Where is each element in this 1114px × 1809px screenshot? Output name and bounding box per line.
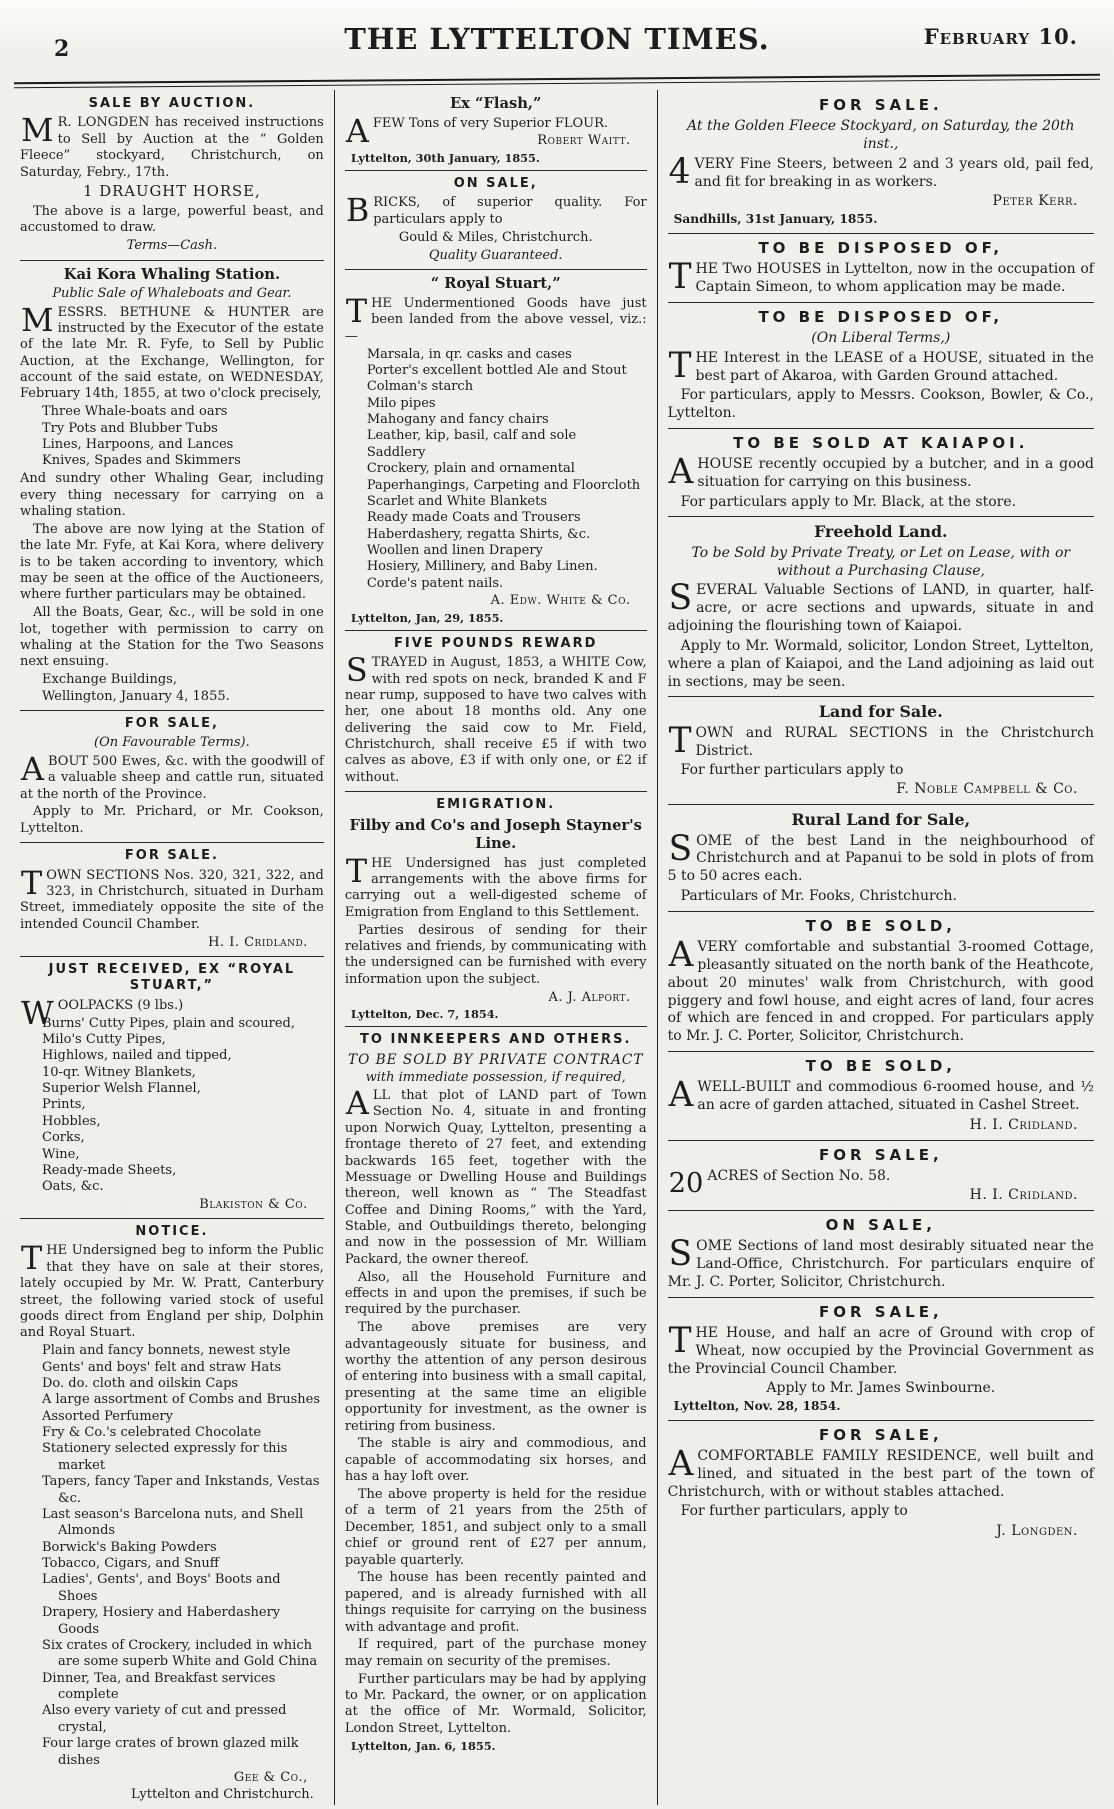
ad-heading: “ Royal Stuart,”: [430, 275, 561, 293]
ad-text: HE Undersigned has just completed arrangements with the above firms for carrying out a well-digested scheme of Emigration from England to this Settlement.: [344, 855, 647, 920]
ad-centered-line: Apply to Mr. James Swinbourne.: [766, 1380, 996, 1397]
ad-section: [668, 1216, 1094, 1292]
drop-cap: T: [668, 257, 692, 297]
drop-cap: A: [21, 749, 44, 788]
ad-list: [42, 672, 324, 705]
ad-heading: FOR SALE.: [818, 96, 943, 114]
ad-heading: ON SALE,: [453, 176, 538, 191]
ad-paragraph: For further particulars, apply to: [680, 1503, 908, 1520]
ad-list-item: Paperhangings, Carpeting and Floorcloth: [366, 477, 641, 493]
ad-paragraph: [668, 257, 1094, 297]
ad-list-item: Highlows, nailed and tipped,: [42, 1048, 232, 1064]
ad-paragraph: [668, 1075, 1094, 1116]
ad-text: VERY comfortable and substantial 3-roomed Cottage, pleasantly situated on the north bank of the Heathcote, about 20 minutes' walk from Christchurch, with good piggery and fowl house, and eight acres of land, four acres of which are fenced in and cropped. For particulars apply to Mr. J. C. Porter, Solicitor, Christchurch.: [667, 938, 1094, 1045]
drop-cap: W: [21, 993, 54, 1032]
ad-list-item: Leather, kip, basil, calf and sole: [366, 428, 577, 444]
section-divider: [668, 302, 1094, 303]
drop-cap: S: [345, 651, 368, 690]
ad-list-item: Borwick's Baking Powders: [42, 1539, 217, 1555]
section-divider: [20, 1218, 324, 1219]
ad-section: [668, 96, 1094, 228]
drop-cap: 4: [668, 152, 691, 192]
drop-cap: T: [21, 1239, 43, 1278]
ad-subheading: (On Favourable Terms).: [94, 735, 250, 751]
ad-section: [668, 1303, 1094, 1415]
section-divider: [668, 516, 1094, 517]
ad-dateline: Lyttelton, Dec. 7, 1854.: [350, 1006, 499, 1021]
ad-paragraph: For further particulars apply to: [680, 761, 904, 778]
ad-text: ACRES of Section No. 58.: [707, 1167, 891, 1184]
ad-section: [20, 716, 324, 837]
drop-cap: A: [668, 452, 694, 493]
ad-heading: NOTICE.: [135, 1224, 209, 1240]
page-header: [10, 6, 1104, 70]
ad-list-item: Dinner, Tea, and Breakfast services complete: [42, 1670, 276, 1703]
ad-paragraph: Apply to Mr. Wormald, solicitor, London Street, Lyttelton, where a plan of Kaiapoi, and the Land adjoining as laid out in sections, may be seen.: [667, 637, 1094, 690]
ad-signature: H. I. Cridland.: [969, 1187, 1078, 1204]
ad-paragraph: Parties desirous of sending for their relatives and friends, by communicating with the undersigned can be furnished with every information upon the subject.: [344, 922, 647, 987]
ad-text: COMFORTABLE FAMILY RESIDENCE, well built and lined, and situated in the best part of the town of Christchurch, with or without stables attached.: [667, 1448, 1094, 1500]
ad-text: OWN and RURAL SECTIONS in the Christchurch District.: [695, 724, 1094, 759]
ad-list-item: Wellington, January 4, 1855.: [42, 688, 230, 704]
drop-cap: T: [668, 720, 692, 761]
ad-text: TRAYED in August, 1853, a WHITE Cow, with red spots on neck, branded K and F near rump, supposed to have two calves with her, one about 18 months old. Any one delivering the said cow to Mr. Field, Christchurch, shall receive £5 if with two calves as above, £3 if with only one, or £2 if without.: [344, 655, 647, 785]
ad-paragraph: For particulars apply to Mr. Black, at the store.: [680, 493, 1017, 510]
ad-heading: EMIGRATION.: [436, 797, 556, 813]
drop-cap: A: [668, 934, 694, 975]
column-2: [334, 90, 658, 1805]
ad-heading: FOR SALE,: [818, 1425, 943, 1444]
ad-section: [345, 1032, 647, 1753]
drop-cap: S: [668, 828, 693, 869]
ad-paragraph: [667, 1321, 1094, 1379]
ad-paragraph: The above is a large, powerful beast, and accustomed to draw.: [20, 203, 324, 235]
ad-list-item: Do. do. cloth and oilskin Caps: [42, 1375, 239, 1391]
section-divider: [668, 1210, 1094, 1211]
drop-cap: T: [21, 863, 43, 902]
ad-paragraph: [667, 828, 1094, 887]
ad-dateline: Lyttelton, Jan. 6, 1855.: [350, 1738, 496, 1753]
ad-section: [345, 95, 647, 165]
ad-text: OME Sections of land most desirably situated near the Land-Office, Christchurch. For particulars enquire of Mr. J. C. Porter, Solicitor, Christchurch.: [667, 1238, 1094, 1291]
ad-section: [668, 1146, 1094, 1206]
ad-section: [345, 797, 647, 1021]
ad-list-item: Six crates of Crockery, included in which are some superb White and Gold China: [42, 1637, 318, 1670]
ad-list-item: Haberdashery, regatta Shirts, &c.: [366, 526, 591, 542]
ad-text: BOUT 500 Ewes, &c. with the goodwill of a valuable sheep and cattle run, situated at the north of the Province.: [20, 753, 324, 802]
ad-text: ESSRS. BETHUNE & HUNTER are instructed by the Executor of the estate of the late Mr. R. Fyfe, to Sell by Public Auction, at the Exchange, Wellington, for account of the said estate, on WEDNESDAY, February 14th, 1855, at two o'clock precisely,: [20, 304, 324, 402]
drop-cap: M: [21, 111, 54, 150]
ad-heading: TO BE SOLD,: [805, 1057, 956, 1076]
ad-signature: J. Longden.: [996, 1522, 1078, 1539]
ad-paragraph: The above are now lying at the Station of the late Mr. Fyfe, at Kai Kora, where delivery is to be taken according to inventory, which may be seen at the office of the Auctioneers, where further particulars may be obtained.: [20, 521, 324, 603]
ad-list-item: Wine,: [42, 1146, 80, 1162]
ad-list-item: Exchange Buildings,: [42, 672, 177, 688]
ad-text: HE House, and half an acre of Ground with crop of Wheat, now occupied by the Provincial Government as the Provincial Council Chamber.: [667, 1325, 1094, 1378]
ad-text: VERY Fine Steers, between 2 and 3 years old, pail fed, and fit for breaking in as workers.: [694, 156, 1094, 190]
ad-subheading: with immediate possession, if required,: [365, 1069, 626, 1085]
ad-paragraph: Particulars of Mr. Fooks, Christchurch.: [680, 887, 957, 904]
ad-list-item: Drapery, Hosiery and Haberdashery Goods: [42, 1605, 281, 1637]
ad-list: [42, 1016, 324, 1196]
columns-container: [10, 84, 1104, 1805]
ad-paragraph: [20, 300, 324, 403]
ad-subheading: (On Liberal Terms,): [811, 330, 951, 346]
drop-cap: T: [668, 345, 692, 386]
ad-list-item: Milo pipes: [366, 395, 436, 411]
ad-heading: TO BE DISPOSED OF,: [758, 307, 1004, 326]
ad-list-item: Hobbles,: [42, 1113, 101, 1129]
drop-cap: A: [668, 1444, 694, 1485]
section-divider: [668, 911, 1094, 912]
column-1: [10, 90, 334, 1805]
ad-section: [20, 848, 324, 951]
ad-paragraph: [344, 851, 647, 922]
section-divider: [20, 842, 324, 843]
ad-list-item: Tobacco, Cigars, and Snuff: [42, 1556, 220, 1572]
ad-list-item: Crockery, plain and ornamental: [366, 461, 575, 477]
ad-heading: FOR SALE,: [124, 716, 219, 732]
section-divider: [345, 791, 647, 792]
ad-text: HE Interest in the LEASE of a HOUSE, situated in the best part of Akaroa, with Garden Ground attached.: [695, 349, 1094, 384]
drop-cap: B: [345, 191, 370, 230]
ad-paragraph: [667, 578, 1094, 636]
ad-section: [20, 266, 324, 705]
ad-section: [668, 1426, 1094, 1541]
ad-centered-line: Gould & Miles, Christchurch.: [398, 229, 593, 245]
ad-list-item: Marsala, in qr. casks and cases: [366, 346, 572, 362]
ad-paragraph: The above premises are very advantageously situate for business, and worthy the attention of any person desirous of entering into business with a small capital, presenting at the same time an eligible opportunity for investment, as the owner is retiring from business.: [344, 1320, 647, 1434]
ad-heading: FOR SALE.: [124, 848, 219, 864]
ad-text: HOUSE recently occupied by a butcher, and in a good situation for carrying on this business.: [697, 456, 1094, 491]
ad-list: [367, 347, 647, 593]
ad-paragraph: [344, 1084, 647, 1268]
section-divider: [20, 956, 324, 957]
section-divider: [345, 1026, 647, 1027]
section-divider: [668, 1297, 1094, 1298]
section-divider: [668, 428, 1094, 429]
ad-list-item: Ladies', Gents', and Boys' Boots and Shoes: [42, 1572, 281, 1604]
ad-paragraph: Apply to Mr. Prichard, or Mr. Cookson, Lyttelton.: [20, 804, 324, 836]
ad-text: OWN SECTIONS Nos. 320, 321, 322, and 323, in Christchurch, situated in Durham Street, immediately opposite the site of the intended Council Chamber.: [20, 867, 324, 932]
ad-paragraph: [344, 291, 647, 345]
ad-list-item: Ready-made Sheets,: [42, 1162, 177, 1178]
ad-paragraph: [668, 720, 1094, 761]
ad-section: [20, 96, 324, 255]
ad-list-item: Try Pots and Blubber Tubs: [42, 420, 218, 436]
ad-paragraph: The above property is held for the residue of a term of 21 years from the 25th of December, 1851, and subject only to a small chief or ground rent of £27 per annum, payable quarterly.: [344, 1487, 647, 1568]
ad-paragraph: [668, 345, 1094, 386]
ad-dateline: Lyttelton, Nov. 28, 1854.: [673, 1399, 841, 1414]
ad-heading: Ex “Flash,”: [449, 95, 542, 112]
drop-cap: S: [668, 1234, 693, 1275]
ad-section: [20, 962, 324, 1213]
section-divider: [345, 170, 647, 171]
ad-paragraph: [667, 1234, 1094, 1292]
ad-list-item: Milo's Cutty Pipes,: [42, 1031, 166, 1047]
ad-heading: Kai Kora Whaling Station.: [63, 265, 281, 283]
ad-section: [345, 176, 647, 264]
ad-list-item: Superior Welsh Flannel,: [42, 1081, 201, 1097]
ad-signature: Gee & Co.,: [233, 1769, 308, 1785]
ad-list-item: Last season's Barcelona nuts, and Shell Almonds: [42, 1506, 304, 1539]
ad-heading: FOR SALE,: [818, 1145, 943, 1164]
ad-section: [668, 1057, 1094, 1134]
ad-section: [668, 522, 1094, 691]
ad-text: HE Undermentioned Goods have just been landed from the above vessel, viz.:—: [344, 295, 647, 344]
ad-list-item: Corks,: [42, 1130, 85, 1146]
ad-section: [668, 434, 1094, 511]
ad-heading: ON SALE,: [825, 1216, 937, 1235]
ad-heading: TO BE SOLD,: [805, 916, 956, 935]
ad-dateline: Lyttelton, Jan, 29, 1855.: [350, 610, 504, 625]
drop-cap: A: [345, 1084, 369, 1123]
ad-heading: TO BE DISPOSED OF,: [758, 238, 1004, 257]
ad-signature: Blakiston & Co.: [199, 1196, 308, 1212]
ad-list: [42, 404, 324, 470]
ad-subheading: At the Golden Fleece Stockyard, on Saturday, the 20th inst.,: [687, 118, 1075, 153]
ad-paragraph: [20, 749, 324, 803]
ad-signature: Lyttelton and Christchurch.: [131, 1787, 314, 1803]
ad-list-item: Tapers, fancy Taper and Inkstands, Vestas &c.: [42, 1474, 320, 1506]
section-divider: [345, 630, 647, 631]
ad-text: OME of the best Land in the neighbourhood of Christchurch and at Papanui to be sold in plots of from 5 to 50 acres each.: [667, 832, 1094, 885]
drop-cap: T: [345, 851, 368, 890]
ad-section: [345, 636, 647, 786]
ad-list-item: 10-qr. Witney Blankets,: [42, 1064, 196, 1080]
ad-centered-line: Quality Guaranteed.: [428, 248, 563, 263]
drop-cap: S: [668, 578, 693, 619]
ad-text: R. LONGDEN has received instructions to Sell by Auction at the “ Golden Fleece” stockyard, Christchurch, on Saturday, Febry., 17th.: [20, 115, 324, 180]
ad-section: [20, 1224, 324, 1804]
ad-text: WELL-BUILT and commodious 6-roomed house, and ½ an acre of garden attached, situated in Cashel Street.: [697, 1079, 1094, 1114]
ad-list-item: Four large crates of brown glazed milk dishes: [42, 1736, 299, 1768]
ad-signature: F. Noble Campbell & Co.: [896, 781, 1078, 798]
ad-paragraph: [345, 191, 647, 230]
ad-section: [668, 917, 1094, 1047]
ad-heading: Rural Land for Sale,: [791, 810, 971, 830]
ad-dateline: Sandhills, 31st January, 1855.: [673, 212, 878, 227]
ad-list-item: Also every variety of cut and pressed crystal,: [42, 1703, 287, 1735]
ad-paragraph: Also, all the Household Furniture and effects in and upon the premises, if such be required by the purchaser.: [344, 1269, 647, 1318]
section-divider: [668, 1420, 1094, 1421]
ad-text: FEW Tons of very Superior FLOUR.: [372, 115, 609, 131]
ad-list-item: Scarlet and White Blankets: [366, 493, 547, 509]
ad-list-item: Ready made Coats and Trousers: [366, 510, 581, 526]
ad-list-item: Fry & Co.'s celebrated Chocolate: [42, 1425, 262, 1441]
ad-subheading: To be Sold by Private Treaty, or Let on Lease, with or without a Purchasing Clause,: [691, 544, 1071, 579]
ad-signature: A. Edw. White & Co.: [490, 593, 631, 609]
section-divider: [668, 233, 1094, 234]
ad-text: EVERAL Valuable Sections of LAND, in quarter, half-acre, or acre sections and upwards, situate in and adjoining the flourishing town of Kaiapoi.: [667, 582, 1094, 635]
drop-cap: T: [345, 291, 368, 330]
ad-list-item: Porter's excellent bottled Ale and Stout: [366, 362, 627, 378]
ad-heading: JUST RECEIVED, EX “ROYAL STUART,”: [48, 961, 296, 994]
ad-list-item: Knives, Spades and Skimmers: [42, 453, 241, 469]
ad-paragraph: [668, 452, 1094, 493]
ad-signature: A. J. Alport.: [548, 989, 631, 1005]
drop-cap: A: [668, 1075, 694, 1116]
drop-cap: M: [21, 300, 54, 339]
drop-cap: T: [668, 1321, 692, 1362]
ad-paragraph: [20, 1239, 324, 1341]
ad-section: [668, 810, 1094, 905]
ad-dateline: Lyttelton, 30th January, 1855.: [350, 150, 540, 165]
ad-subheading: Public Sale of Whaleboats and Gear.: [52, 286, 292, 302]
ad-list-item: Plain and fancy bonnets, newest style: [42, 1343, 291, 1359]
ad-paragraph: The stable is airy and commodious, and capable of accommodating six horses, and has a hay loft over.: [344, 1436, 647, 1485]
ad-paragraph: And sundry other Whaling Gear, including every thing necessary for carrying on a whaling station.: [20, 471, 324, 520]
ad-section: [345, 275, 647, 624]
ad-paragraph: [668, 152, 1094, 192]
ad-section: [668, 308, 1094, 423]
ad-list-item: Saddlery: [366, 444, 426, 460]
ad-paragraph: For particulars, apply to Messrs. Cookson, Bowler, & Co., Lyttelton.: [667, 387, 1094, 422]
ad-centered-line: Terms—Cash.: [126, 238, 218, 254]
ad-list-item: Oats, &c.: [42, 1179, 104, 1195]
ad-subheading: TO BE SOLD BY PRIVATE CONTRACT: [347, 1051, 644, 1068]
issue-date: February 10.: [923, 24, 1078, 49]
ad-paragraph: If required, part of the purchase money may remain on security of the premises.: [344, 1637, 647, 1669]
ad-heading: TO BE SOLD AT KAIAPOI.: [733, 434, 1029, 453]
column-3: [658, 90, 1104, 1805]
section-divider: [20, 710, 324, 711]
section-divider: [20, 260, 324, 261]
ad-heading: Freehold Land.: [814, 522, 948, 542]
section-divider: [668, 804, 1094, 805]
ad-list-item: Burns' Cutty Pipes, plain and scoured,: [42, 1015, 295, 1031]
ad-list-item: Colman's starch: [366, 379, 474, 395]
ad-signature: Peter Kerr.: [992, 193, 1078, 210]
ad-heading: FOR SALE,: [818, 1303, 943, 1322]
ad-paragraph: [344, 651, 647, 786]
ad-signature: H. I. Cridland.: [969, 1116, 1078, 1133]
section-divider: [668, 1140, 1094, 1141]
ad-paragraph: Further particulars may be had by applying to Mr. Packard, the owner, or on application at the office of Mr. Wormald, Solicitor, London Street, Lyttelton.: [344, 1671, 647, 1736]
ad-list-item: A large assortment of Combs and Brushes: [42, 1392, 321, 1408]
ad-heading: TO INNKEEPERS AND OTHERS.: [360, 1032, 632, 1048]
ad-text: OOLPACKS (9 lbs.): [57, 997, 184, 1013]
ad-list-item: Mahogany and fancy chairs: [366, 412, 549, 427]
ad-paragraph: The house has been recently painted and papered, and is already furnished with all things requisite for carrying on the business with advantage and profit.: [344, 1570, 647, 1635]
ad-paragraph: [20, 111, 324, 181]
drop-cap: A: [345, 111, 369, 150]
masthead-title: THE LYTTELTON TIMES.: [344, 22, 770, 56]
ad-list-item: Stationery selected expressly for this market: [42, 1441, 288, 1473]
ad-list-item: Lines, Harpoons, and Lances: [42, 437, 234, 453]
drop-cap: 20: [668, 1167, 704, 1199]
ad-text: LL that plot of LAND part of Town Section No. 4, situate in and fronting upon Norwich Quay, Lyttelton, presenting a frontage thereto of 27 feet, and extending backwards 165 feet, together with the Messuage or Dwelling House and Buildings thereon, well known as “ The Steadfast Coffee and Dining Rooms,” with the Yard, Stable, and Outbuildings thereto, belonging and now in the possession of Mr. William Packard, the owner thereof.: [344, 1088, 647, 1267]
ad-heading: Filby and Co's and Joseph Stayner's Line.: [349, 816, 642, 852]
ad-heading: SALE BY AUCTION.: [88, 96, 256, 111]
ad-section: [668, 702, 1094, 799]
ad-signature: H. I. Cridland.: [208, 934, 308, 950]
ad-paragraph: [667, 1444, 1094, 1502]
ad-signature: Robert Waitt.: [537, 133, 631, 149]
ad-list-item: Assorted Perfumery: [42, 1408, 173, 1424]
ad-list-item: Hosiery, Millinery, and Baby Linen.: [366, 559, 598, 575]
ad-heading: Land for Sale.: [818, 702, 943, 722]
section-divider: [668, 696, 1094, 697]
ad-list-item: Three Whale-boats and oars: [42, 404, 228, 420]
ad-list-item: Gents' and boys' felt and straw Hats: [42, 1359, 282, 1375]
ad-list-item: Corde's patent nails.: [366, 575, 504, 591]
ad-paragraph: All the Boats, Gear, &c., will be sold in one lot, together with permission to carry on whaling at the Station for the Two Seasons next ensuing.: [20, 605, 324, 670]
ad-paragraph: [20, 863, 324, 934]
ad-list-item: Prints,: [42, 1097, 86, 1113]
ad-text: HE Two HOUSES in Lyttelton, now in the occupation of Captain Simeon, to whom application may be made.: [695, 261, 1094, 295]
ad-paragraph: [667, 934, 1094, 1046]
section-divider: [345, 269, 647, 270]
ad-centered-line: 1 DRAUGHT HORSE,: [83, 182, 261, 200]
ad-section: [668, 239, 1094, 297]
page-number: 2: [54, 36, 70, 62]
ad-heading: FIVE POUNDS REWARD: [394, 635, 598, 651]
ad-list-item: Woollen and linen Drapery: [366, 543, 543, 558]
ad-text: RICKS, of superior quality. For particulars apply to: [373, 195, 647, 227]
section-divider: [668, 1051, 1094, 1052]
ad-list: [42, 1343, 324, 1769]
ad-text: HE Undersigned beg to inform the Public that they have on sale at their stores, lately occupied by Mr. W. Pratt, Canterbury street, the following varied stock of useful goods direct from England per ship, Dolphin and Royal Stuart.: [20, 1243, 324, 1341]
